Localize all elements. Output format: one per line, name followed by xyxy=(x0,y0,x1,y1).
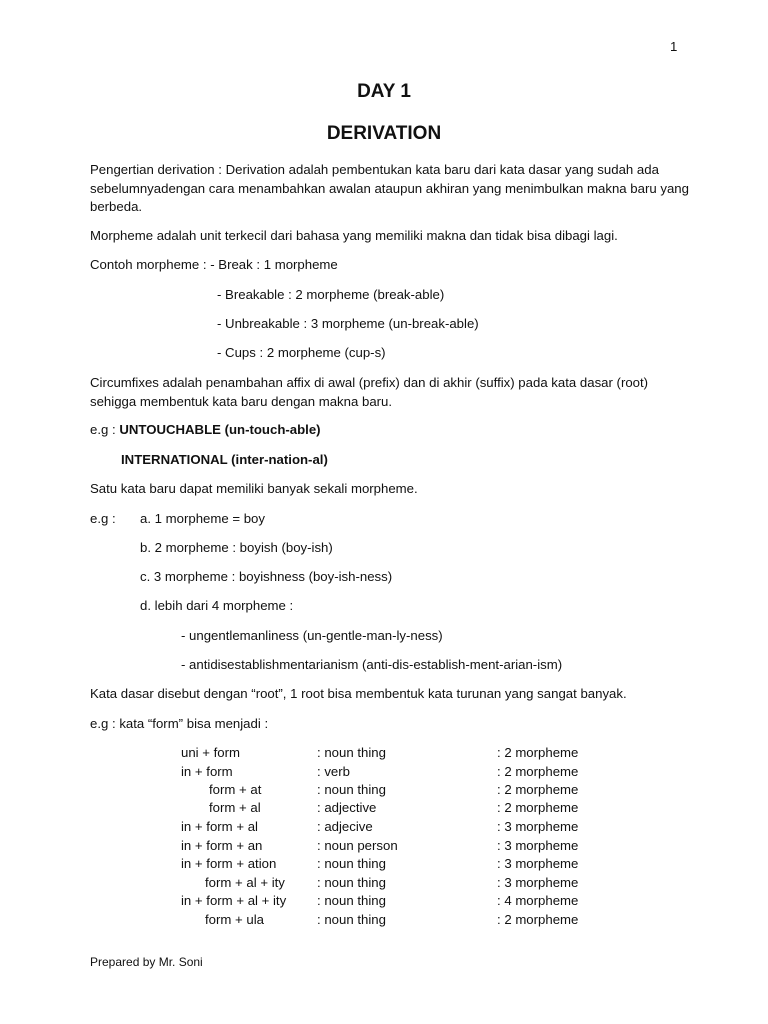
form-row-word: form + al + ity xyxy=(205,875,285,890)
eg-list-item: d. lebih dari 4 morpheme : xyxy=(140,598,294,613)
example-item: - Cups : 2 morpheme (cup-s) xyxy=(217,345,386,360)
eg-list-subitem: - ungentlemanliness (un-gentle-man-ly-ness) xyxy=(181,628,443,643)
form-row-word: in + form + al + ity xyxy=(181,893,287,908)
form-row-word: in + form + al xyxy=(181,819,258,834)
form-row-type: : noun thing xyxy=(317,782,386,797)
form-intro: e.g : kata “form” bisa menjadi : xyxy=(90,716,269,731)
examples-lead: Contoh morpheme : - Break : 1 morpheme xyxy=(90,257,338,272)
page-footer: Prepared by Mr. Soni xyxy=(90,955,203,969)
form-row-count: : 2 morpheme xyxy=(497,800,579,815)
root-definition: Kata dasar disebut dengan “root”, 1 root bisa membentuk kata turunan yang sangat banyak. xyxy=(90,686,627,701)
form-row-word: form + at xyxy=(209,782,262,797)
form-row-count: : 3 morpheme xyxy=(497,838,579,853)
circumfix-paragraph: Circumfixes adalah penambahan affix di awal (prefix) dan di akhir (suffix) pada kata dasar (root) sehigga membentuk kata baru dengan makna baru. xyxy=(90,375,649,409)
form-row-word: form + ula xyxy=(205,912,265,927)
form-row-type: : noun thing xyxy=(317,745,386,760)
eg-list-item: b. 2 morpheme : boyish (boy-ish) xyxy=(140,540,333,555)
form-row-word: in + form + an xyxy=(181,838,263,853)
many-morpheme-text: Satu kata baru dapat memiliki banyak sekali morpheme. xyxy=(90,481,418,496)
form-row-type: : adjective xyxy=(317,800,377,815)
eg-untouchable xyxy=(90,422,321,437)
form-row-type: : noun thing xyxy=(317,856,386,871)
page-number: 1 xyxy=(670,39,678,54)
definition-paragraph: Pengertian derivation : Derivation adalah pembentukan kata baru dari kata dasar yang sudah ada sebelumnyadengan cara menambahkan awalan ataupun akhiran yang menimbulkan makna baru yang berbeda. xyxy=(90,162,689,214)
eg-list-subitem: - antidisestablishmentarianism (anti-dis-establish-ment-arian-ism) xyxy=(181,657,563,672)
form-row-count: : 2 morpheme xyxy=(497,764,579,779)
form-row-count: : 2 morpheme xyxy=(497,782,579,797)
form-row-type: : verb xyxy=(317,764,350,779)
form-row-word: in + form xyxy=(181,764,233,779)
eg-list-item: a. 1 morpheme = boy xyxy=(140,511,265,526)
form-row-type: : adjecive xyxy=(317,819,373,834)
form-row-word: uni + form xyxy=(181,745,241,760)
page-title: DAY 1 xyxy=(357,81,411,102)
form-row-count: : 3 morpheme xyxy=(497,856,579,871)
eg-list-prefix: e.g : xyxy=(90,511,116,526)
form-row-count: : 3 morpheme xyxy=(497,819,579,834)
form-row-count: : 3 morpheme xyxy=(497,875,579,890)
page-subtitle: DERIVATION xyxy=(326,123,442,144)
eg-list-item: c. 3 morpheme : boyishness (boy-ish-ness) xyxy=(140,569,393,584)
form-row-word: in + form + ation xyxy=(181,856,277,871)
form-row-count: : 2 morpheme xyxy=(497,745,579,760)
eg-word-international: INTERNATIONAL (inter-nation-al) xyxy=(121,452,328,467)
form-row-word: form + al xyxy=(209,800,261,815)
form-row-type: : noun thing xyxy=(317,893,386,908)
eg-prefix: e.g : xyxy=(90,422,120,437)
example-item: - Breakable : 2 morpheme (break-able) xyxy=(217,287,445,302)
form-row-count: : 4 morpheme xyxy=(497,893,579,908)
eg-word-untouchable: UNTOUCHABLE (un-touch-able) xyxy=(119,422,321,437)
morpheme-definition: Morpheme adalah unit terkecil dari bahasa yang memiliki makna dan tidak bisa dibagi lagi. xyxy=(90,228,618,243)
form-row-type: : noun thing xyxy=(317,912,386,927)
example-item: - Unbreakable : 3 morpheme (un-break-able) xyxy=(217,316,479,331)
form-row-type: : noun person xyxy=(317,838,398,853)
form-row-type: : noun thing xyxy=(317,875,386,890)
form-row-count: : 2 morpheme xyxy=(497,912,579,927)
